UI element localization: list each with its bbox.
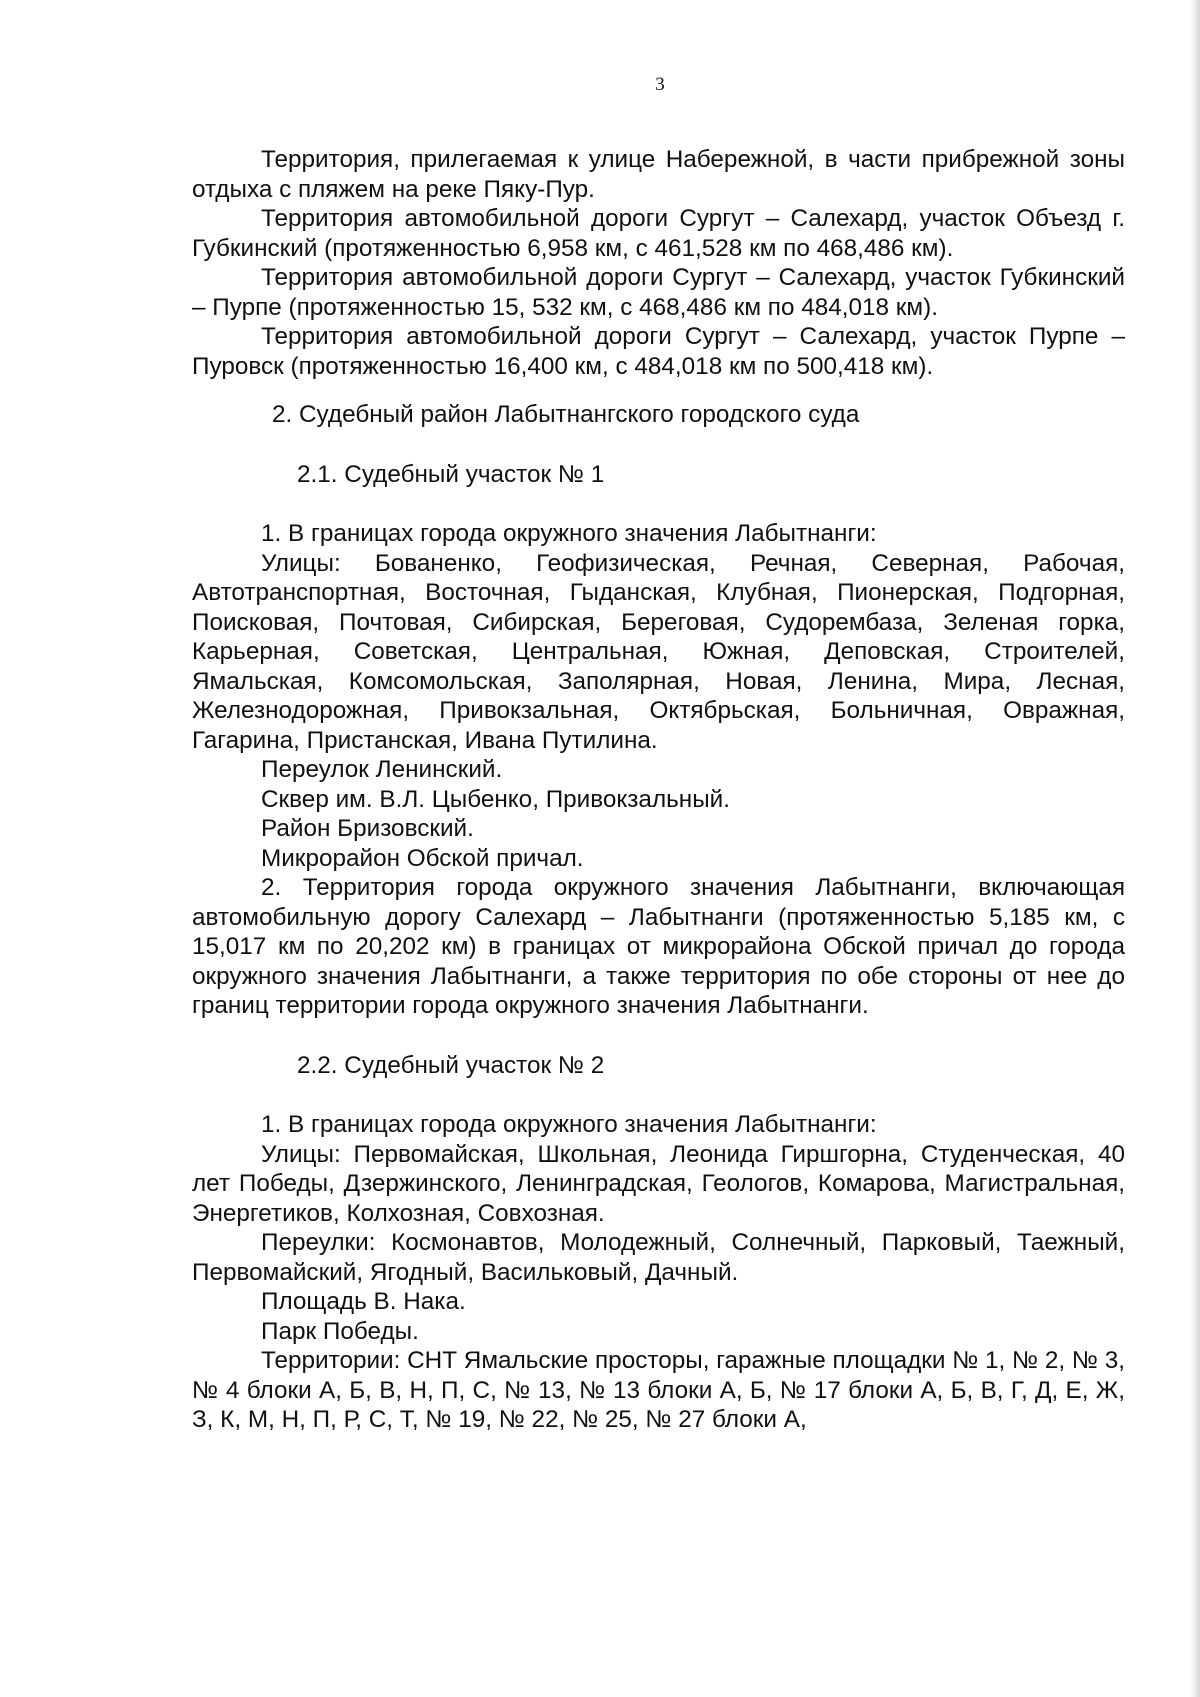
page-edge-shadow (1190, 0, 1200, 1697)
paragraph-road-bypass: Территория автомобильной дороги Сургут – Салехард, участок Объезд г. Губкинский (протяженностью 6,958 км, с 461,528 км по 468,486 км). (192, 205, 1125, 262)
district-2-plaza: Площадь В. Нака. (261, 1288, 466, 1315)
district-2-park: Парк Победы. (261, 1317, 419, 1345)
district-2-item-1: 1. В границах города окружного значения Лабытнанги: (261, 1111, 877, 1138)
paragraph-embankment: Территория, прилегаемая к улице Набережной, в части прибрежной зоны отдыха с пляжем на реке Пяку-Пур. (192, 146, 1125, 203)
district-2-streets: Улицы: Первомайская, Школьная, Леонида Гиршгорна, Студенческая, 40 лет Победы, Дзержинского, Ленинградская, Геологов, Комарова, Магистральная, Энергетиков, Колхозная, Совхозная. (192, 1140, 1125, 1227)
district-2-lanes: Переулки: Космонавтов, Молодежный, Солнечный, Парковый, Таежный, Первомайский, Ягодный, Васильковый, Дачный. (192, 1229, 1125, 1286)
page-number: 3 (655, 74, 665, 95)
district-2-territories: Территории: СНТ Ямальские просторы, гаражные площадки № 1, № 2, № 3, № 4 блоки А, Б, В, Н, П, С, № 13, № 13 блоки А, Б, № 17 блоки А, Б, В, Г, Д, Е, Ж, З, К, М, Н, П, Р, С, Т, № 19, № 22, № 25, № 27 блоки А, (192, 1347, 1125, 1433)
paragraph-road-gubkinsky-purpe: Территория автомобильной дороги Сургут – Салехард, участок Губкинский – Пурпе (протяженностью 15, 532 км, с 468,486 км по 484,018 км). (192, 264, 1125, 321)
district-1-lane: Переулок Ленинский. (261, 756, 503, 783)
district-1-item-2: 2. Территория города окружного значения Лабытнанги, включающая автомобильную дорогу Салехард – Лабытнанги (протяженностью 5,185 км, с 15,017 км по 20,202 км) в границах от микрорайона Обской причал до города окружного значения Лабытнанги, а также территория по обе стороны от нее до границ территории города окружного значения Лабытнанги. (192, 874, 1125, 1019)
subsection-heading-district-2: 2.2. Судебный участок № 2 (297, 1051, 605, 1079)
district-1-area: Район Бризовский. (261, 815, 474, 842)
district-1-square: Сквер им. В.Л. Цыбенко, Привокзальный. (261, 785, 730, 813)
document-body (192, 145, 1125, 1435)
subsection-heading-district-1: 2.1. Судебный участок № 1 (297, 460, 605, 488)
district-1-streets: Улицы: Бованенко, Геофизическая, Речная, Северная, Рабочая, Автотранспортная, Восточная, Гыданская, Клубная, Пионерская, Подгорная, Поисковая, Почтовая, Сибирская, Береговая, Судорембаза, Зеленая горка, Карьерная, Советская, Центральная, Южная, Деповская, Строителей, Ямальская, Комсомольская, Заполярная, Новая, Ленина, Мира, Лесная, Железнодорожная, Привокзальная, Октябрьская, Больничная, Овражная, Гагарина, Пристанская, Ивана Путилина. (192, 549, 1125, 754)
section-heading-labytnangi: 2. Судебный район Лабытнангского городского суда (272, 401, 860, 428)
district-1-microdistrict: Микрорайон Обской причал. (261, 844, 584, 872)
paragraph-road-purpe-purovsk: Территория автомобильной дороги Сургут – Салехард, участок Пурпе – Пуровск (протяженностью 16,400 км, с 484,018 км по 500,418 км). (192, 323, 1125, 380)
district-1-item-1: 1. В границах города окружного значения Лабытнанги: (261, 520, 877, 547)
